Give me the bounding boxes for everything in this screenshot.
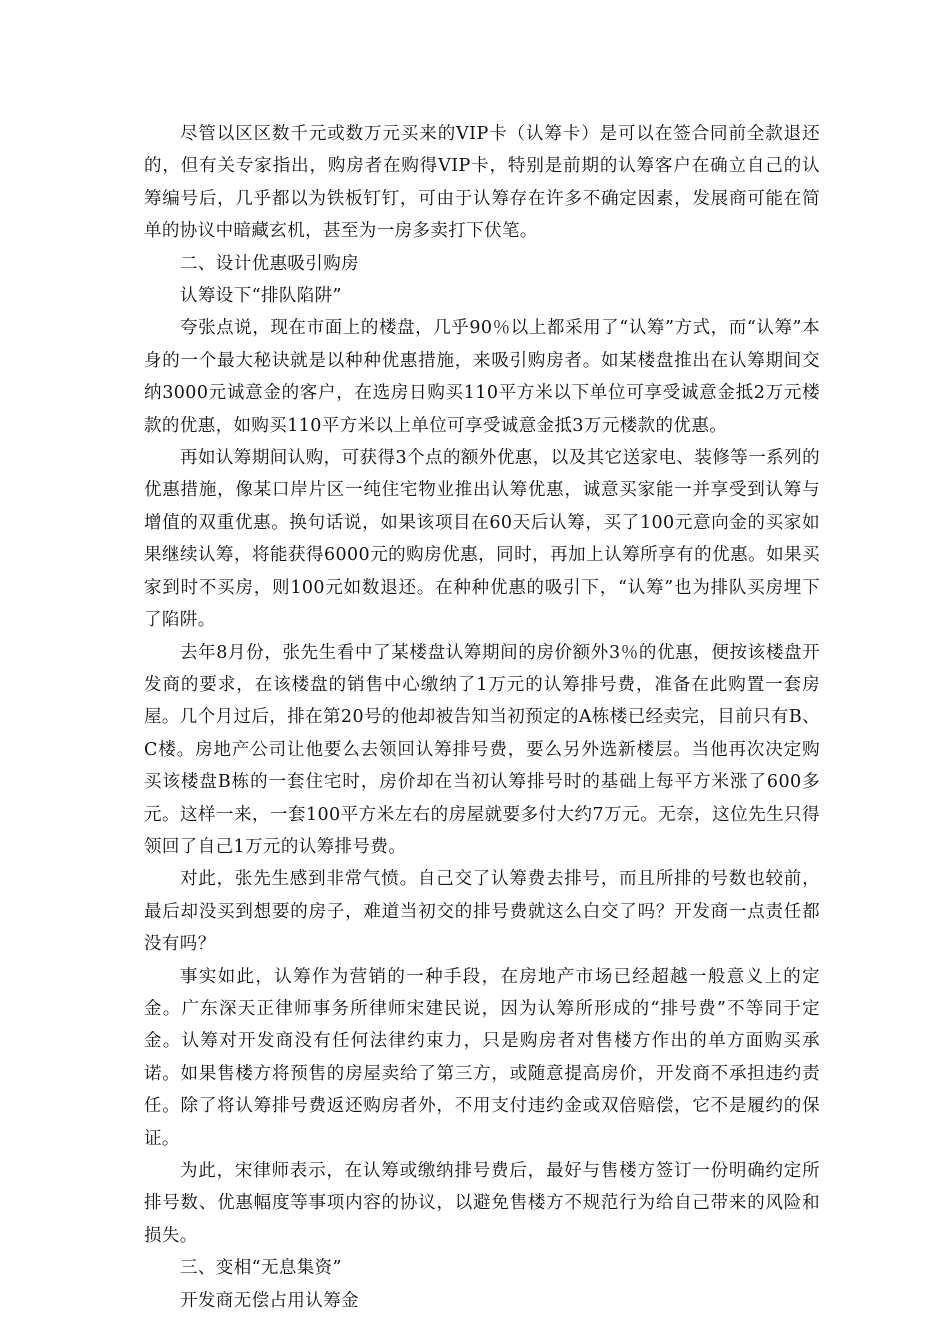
paragraph-lawyer-advice: 为此，宋律师表示，在认筹或缴纳排号费后，最好与售楼方签订一份明确约定所排号数、优惠幅度等事项内容的协议，以避免售楼方不规范行为给自己带来的风险和损失。 — [144, 1161, 820, 1246]
paragraph-extra-discounts: 再如认筹期间认购，可获得3个点的额外优惠，以及其它送家电、装修等一系列的优惠措施，像某口岸片区一纯住宅物业推出认筹优惠，诚意买家能一并享受到认筹与增值的双重优惠。换句话说，如果该项目在60天后认筹，买了100元意向金的买家如果继续认筹，将能获得6000元的购房优惠，同时，再加上认筹所享有的优惠。如果买家到时不买房，则100元如数退还。在种种优惠的吸引下，“认筹”也为排队买房埋下了陷阱。 — [144, 448, 820, 631]
paragraph-mr-zhang-anger: 对此，张先生感到非常气愤。自己交了认筹费去排号，而且所排的号数也较前，最后却没买到想要的房子，难道当初交的排号费就这么白交了吗？开发商一点责任都没有吗？ — [144, 869, 820, 955]
section-heading-2: 二、设计优惠吸引购房 — [180, 253, 359, 274]
subheading-free-use-of-funds: 开发商无偿占用认筹金 — [180, 1290, 359, 1311]
section-heading-3: 三、变相“无息集资” — [180, 1258, 342, 1279]
paragraph-vip-card-refund: 尽管以区区数千元或数万元买来的VIP卡（认筹卡）是可以在签合同前全款退还的，但有关专家指出，购房者在购得VIP卡，特别是前期的认筹客户在确立自己的认筹编号后，几乎都以为铁板钉钉，可由于认筹存在许多不确定因素，发展商可能在简单的协议中暗藏玄机，甚至为一房多卖打下伏笔。 — [144, 124, 820, 242]
document-page — [144, 118, 820, 1317]
paragraph-mr-zhang-case: 去年8月份，张先生看中了某楼盘认筹期间的房价额外3％的优惠，便按该楼盘开发商的要求，在该楼盘的销售中心缴纳了1万元的认筹排号费，准备在此购置一套房屋。几个月过后，排在第20号的他却被告知当初预定的A栋楼已经卖完，目前只有B、C楼。房地产公司让他要么去领回认筹排号费，要么另外选新楼层。当他再次决定购买该楼盘B栋的一套住宅时，房价却在当初认筹排号时的基础上每平方米涨了600多元。这样一来，一套100平方米左右的房屋就要多付大约7万元。无奈，这位先生只得领回了自己1万元的认筹排号费。 — [144, 642, 820, 857]
paragraph-lawyer-opinion: 事实如此，认筹作为营销的一种手段，在房地产市场已经超越一般意义上的定金。广东深天正律师事务所律师宋建民说，因为认筹所形成的“排号费”不等同于定金。认筹对开发商没有任何法律约束力，只是购房者对售楼方作出的单方面购买承诺。如果售楼方将预售的房屋卖给了第三方，或随意提高房价，开发商不承担违约责任。除了将认筹排号费返还购房者外，不用支付违约金或双倍赔偿，它不是履约的保证。 — [144, 966, 820, 1149]
subheading-queue-trap: 认筹设下“排队陷阱” — [180, 286, 342, 307]
paragraph-discount-example: 夸张点说，现在市面上的楼盘，几乎90％以上都采用了“认筹”方式，而“认筹”本身的一个最大秘诀就是以种种优惠措施，来吸引购房者。如某楼盘推出在认筹期间交纳3000元诚意金的客户，在选房日购买110平方米以下单位可享受诚意金抵2万元楼款的优惠，如购买110平方米以上单位可享受诚意金抵3万元楼款的优惠。 — [144, 318, 820, 436]
